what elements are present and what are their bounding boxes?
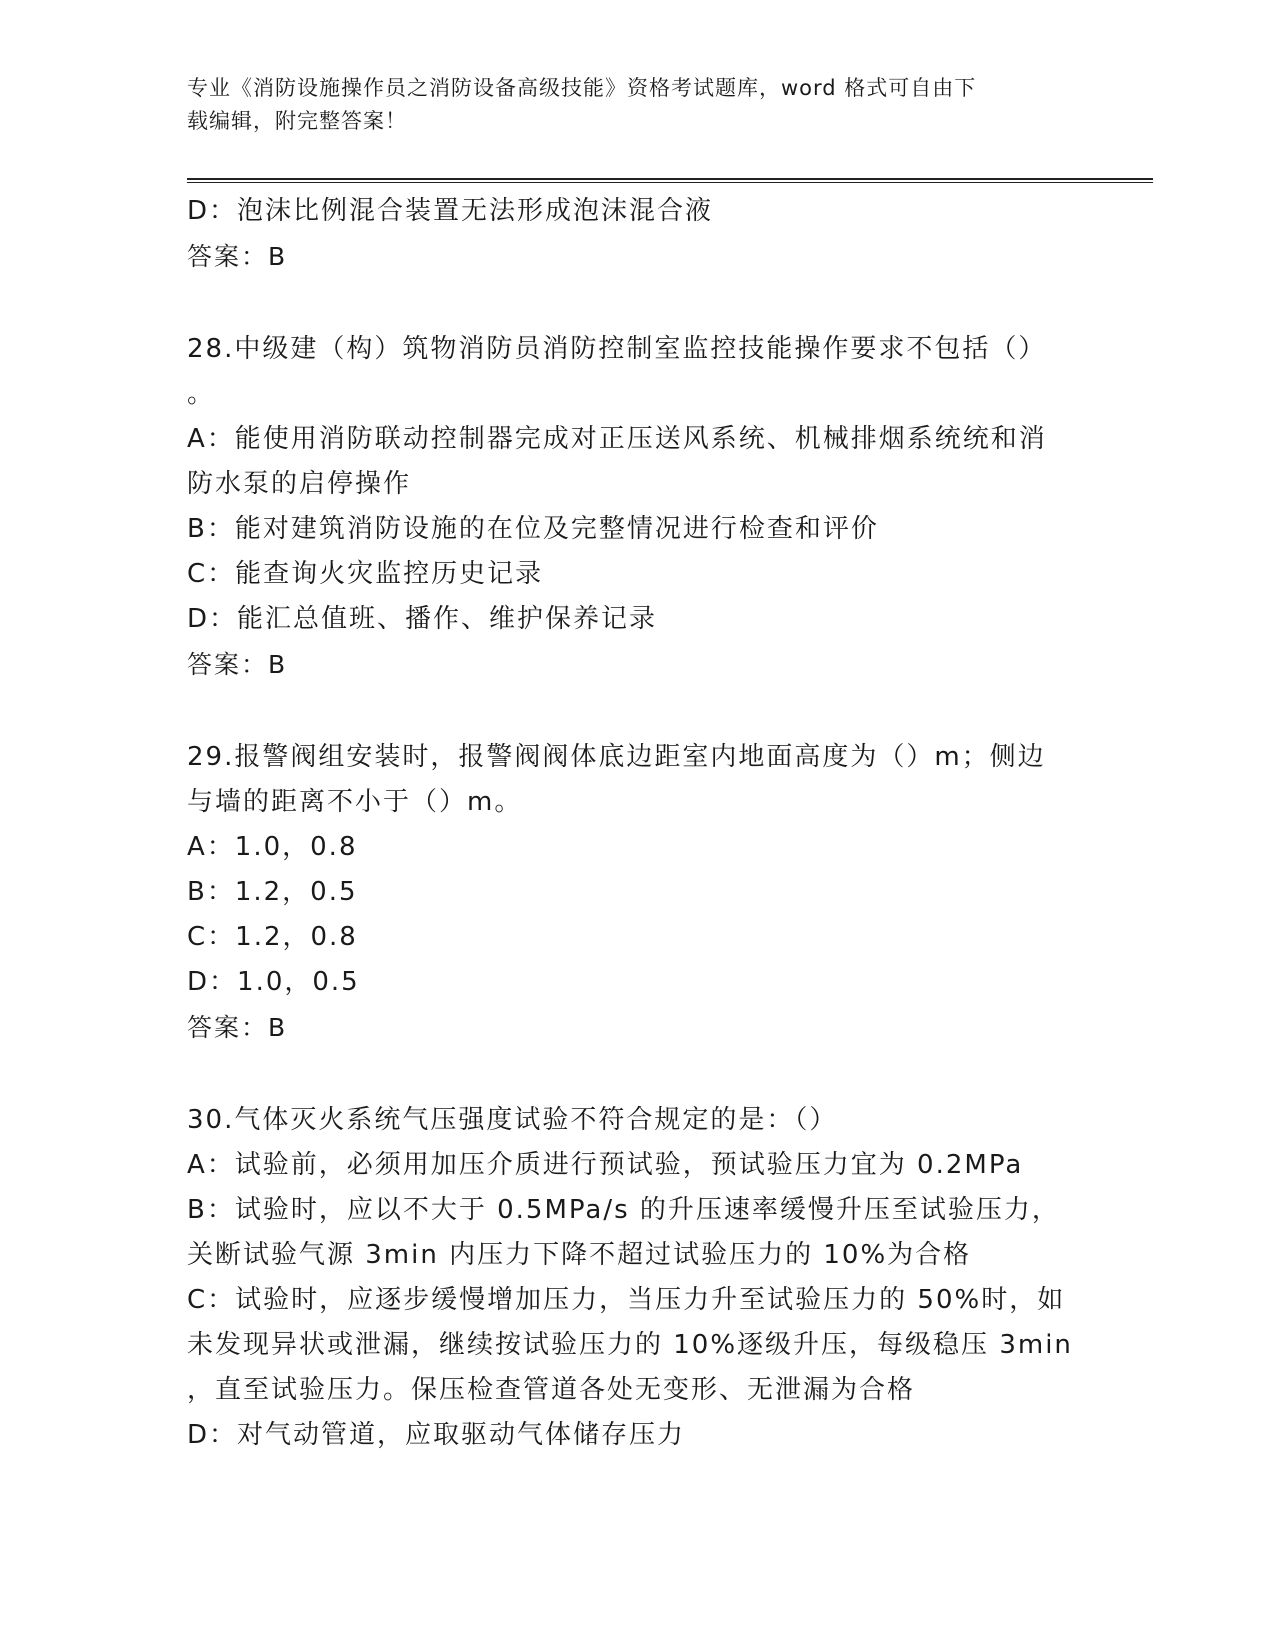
question-28 [187,327,1087,687]
question-27-tail [187,189,1087,279]
question-stem: 28.中级建（构）筑物消防员消防控制室监控技能操作要求不包括（） [187,334,1047,364]
option-b: B：试验时，应以不大于 0.5MPa/s 的升压速率缓慢升压至试验压力， [187,1195,1060,1225]
option-c: C：1.2，0.8 [187,922,358,952]
option-b: B：能对建筑消防设施的在位及完整情况进行检查和评价 [187,514,879,544]
option-d: D：1.0，0.5 [187,967,360,997]
question-stem-continued: 与墙的距离不小于（）m。 [187,787,523,817]
header-divider [187,178,1153,183]
option-a-continued: 防水泵的启停操作 [187,469,412,499]
option-c-continued: 未发现异状或泄漏，继续按试验压力的 10%逐级升压，每级稳压 3min [187,1330,1073,1360]
option-d: D：泡沫比例混合装置无法形成泡沫混合液 [187,196,714,226]
answer: 答案：B [187,650,288,679]
question-30 [187,1098,1087,1458]
document-body [187,189,1087,1458]
question-stem: 30.气体灭火系统气压强度试验不符合规定的是：（） [187,1105,838,1135]
header-line-2: 载编辑，附完整答案！ [187,109,407,133]
option-c: C：能查询火灾监控历史记录 [187,559,544,589]
page-header [187,72,1067,138]
question-stem: 29.报警阀组安装时，报警阀阀体底边距室内地面高度为（）m；侧边 [187,742,1046,772]
header-line-1: 专业《消防设施操作员之消防设备高级技能》资格考试题库，word 格式可自由下 [187,76,977,100]
question-29 [187,735,1087,1050]
option-c-continued: ，直至试验压力。保压检查管道各处无变形、无泄漏为合格 [187,1375,916,1405]
answer: 答案：B [187,242,288,271]
option-a: A：能使用消防联动控制器完成对正压送风系统、机械排烟系统统和消 [187,424,1047,454]
option-a: A：1.0，0.8 [187,832,358,862]
option-b: B：1.2，0.5 [187,877,358,907]
spacer [187,279,1087,327]
option-b-continued: 关断试验气源 3min 内压力下降不超过试验压力的 10%为合格 [187,1240,972,1270]
spacer [187,687,1087,735]
option-d: D：对气动管道，应取驱动气体储存压力 [187,1420,686,1450]
spacer [187,1050,1087,1098]
option-c: C：试验时，应逐步缓慢增加压力，当压力升至试验压力的 50%时，如 [187,1285,1066,1315]
answer: 答案：B [187,1013,288,1042]
question-stem-continued: 。 [187,379,216,409]
option-d: D：能汇总值班、播作、维护保养记录 [187,604,658,634]
option-a: A：试验前，必须用加压介质进行预试验，预试验压力宜为 0.2MPa [187,1150,1024,1180]
